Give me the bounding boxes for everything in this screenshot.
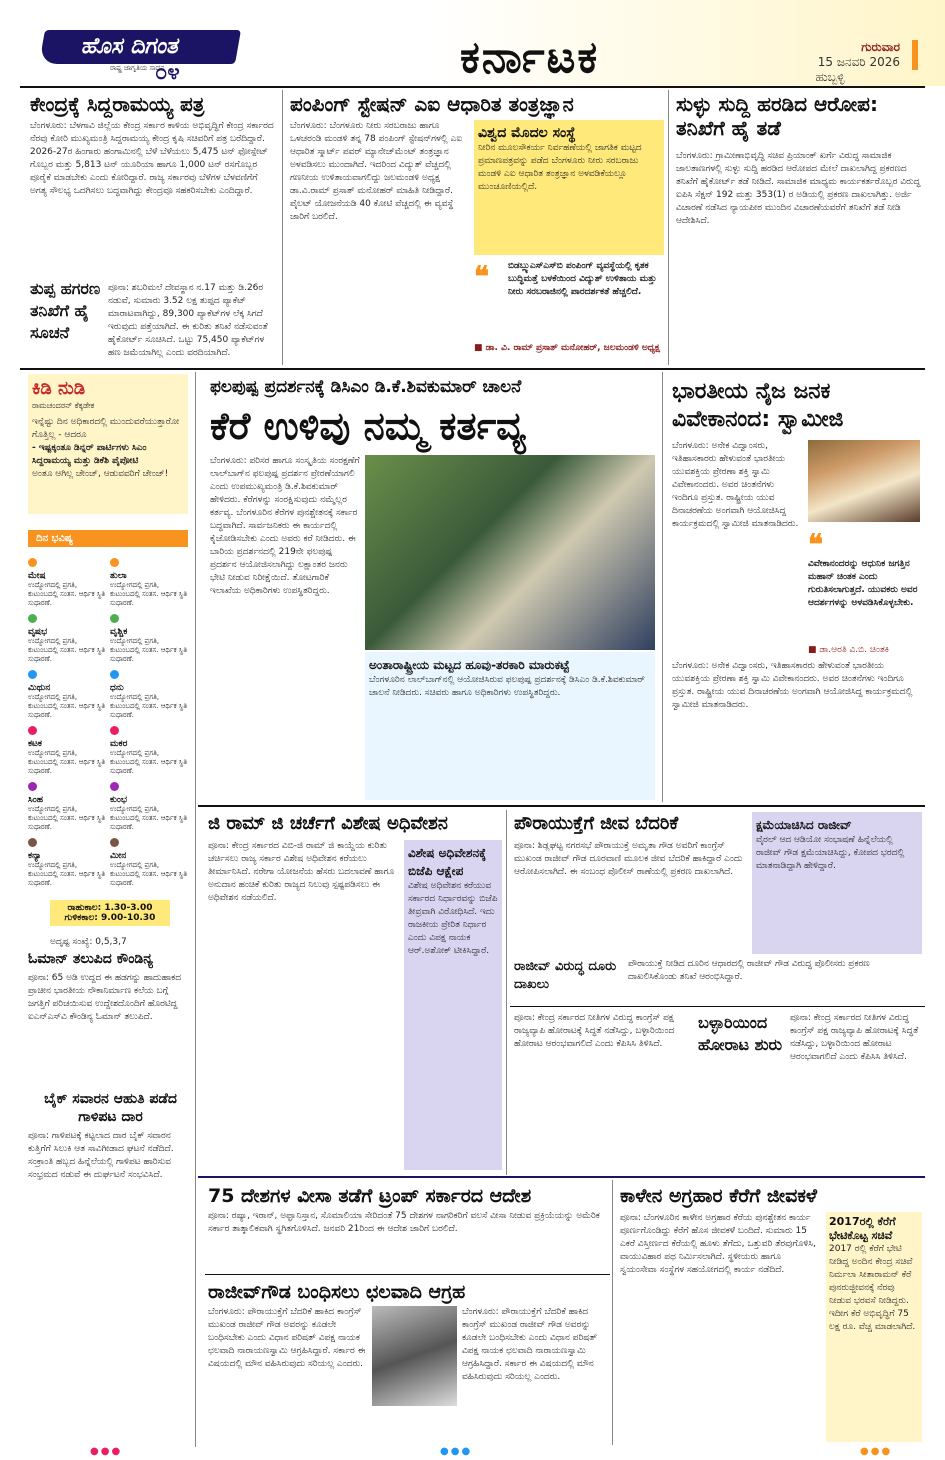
print-marks: ●●● — [440, 1446, 473, 1457]
headline-bike[interactable]: ಬೈಕ್ ಸವಾರನ ಆಹುತಿ ಪಡೆದ ಗಾಳಿಪಟ ದಾರ — [44, 1091, 177, 1125]
sign-name: ಕುಂಭ — [110, 795, 128, 805]
sign-name: ವೃಷಭ — [28, 627, 48, 637]
sign-icon — [28, 670, 37, 679]
box-title: ಕ್ಷಮೆಯಾಚಿಸಿದ ರಾಜೀವ್ — [756, 818, 852, 832]
sign-icon — [110, 838, 119, 847]
horoscope-sign — [110, 832, 188, 887]
body-rajiv-complaint: ಪೌರಾಯುಕ್ತೆ ನೀಡಿದ ದೂರಿನ ಆಧಾರದಲ್ಲಿ ರಾಜೀವ್ ಗೌಡ ವಿರುದ್ಧ ಪೊಲೀಸರು ಪ್ರಕರಣ ದಾಖಲಿಸಿಕೊಂಡು ತನಿಖೆ ಆರಂಭಿಸಿದ್ದಾರೆ. — [628, 959, 870, 982]
sign-name: ಮೇಷ — [28, 571, 46, 581]
sign-name: ಮೀನ — [110, 851, 127, 861]
body-rajivgowda-arrest-2: ಬೆಂಗಳೂರು: ಪೌರಾಯುಕ್ತೆಗೆ ಬೆದರಿಕೆ ಹಾಕಿದ ಕಾಂಗ್ರೆಸ್ ಮುಖಂಡ ರಾಜೀವ್ ಗೌಡ ಅವರನ್ನು ಕೂಡಲೇ ಬಂಧಿಸಬೇಕು ಎಂದು ವಿಧಾನ ಪರಿಷತ್ ವಿಪಕ್ಷ ನಾಯಕ ಛಲವಾದಿ ನಾರಾಯಣಸ್ವಾಮಿ ಆಗ್ರಹಿಸಿದ್ದಾರೆ. ಸರ್ಕಾರ ಈ ವಿಷಯದಲ್ಲಿ ಮೌನ ವಹಿಸಿರುವುದು ಸರಿಯಲ್ಲ ಎಂದರು. — [462, 1307, 598, 1382]
headline-kalena-lake[interactable]: ಕಾಳೇನ ಅಗ್ರಹಾರ ಕೆರೆಗೆ ಜೀವಕಳೆ — [620, 1185, 817, 1207]
horoscope-sign — [110, 608, 188, 663]
sign-text: ಉದ್ಯೋಗದಲ್ಲಿ ಪ್ರಗತಿ, ಕುಟುಂಬದಲ್ಲಿ ಸಂತಸ. ಆರ್ಥಿಕ ಸ್ಥಿತಿ ಸುಧಾರಣೆ. — [110, 861, 188, 887]
sign-icon — [28, 558, 37, 567]
sign-name: ಕಟಕ — [28, 739, 42, 749]
quote-author: ■ ಡಾ.ಆರತಿ ವಿ.ಬಿ. ಚಿಂತಕಿ — [808, 645, 889, 655]
print-marks: ●●● — [860, 1446, 893, 1457]
swamiji-photo[interactable] — [808, 440, 920, 522]
quote-box — [474, 260, 664, 365]
sign-name: ವೃಶ್ಚಿಕ — [110, 627, 128, 637]
gulika-kala: ಗುಳಿಕಕಾಲ: 9.00-10.30 — [64, 913, 156, 923]
quote-text: ವಿವೇಕಾನಂದರನ್ನು ಆಧುನಿಕ ಜಗತ್ತಿನ ಮಹಾನ್ ಚಿಂತಕ ಎಂದು ಗುರುತಿಸಲಾಗುತ್ತದೆ. ಯುವಕರು ಅವರ ಆದರ್ಶಗಳನ್ನು ಅಳವಡಿಸಿಕೊಳ್ಳಬೇಕು. — [808, 559, 918, 608]
headline-pumping-ai[interactable]: ಪಂಪಿಂಗ್ ಸ್ಟೇಷನ್ ಎಐ ಆಧಾರಿತ ತಂತ್ರಜ್ಞಾನ — [290, 92, 574, 116]
horoscope-sign — [28, 832, 106, 887]
caption-text: ಬೆಂಗಳೂರಿನ ಲಾಲ್‌ಬಾಗ್‌ನಲ್ಲಿ ಆಯೋಜಿಸಿರುವ ಫಲಪುಷ್ಪ ಪ್ರದರ್ಶನಕ್ಕೆ ಡಿಸಿಎಂ ಡಿ.ಕೆ.ಶಿವಕುಮಾರ್ ಚಾಲನೆ ನೀಡಿದರು. ಸಚಿವರು ಹಾಗೂ ಅಧಿಕಾರಿಗಳು ಉಪಸ್ಥಿತರಿದ್ದರು. — [369, 675, 645, 698]
body-pumping-ai: ಬೆಂಗಳೂರು: ಬೆಂಗಳೂರು ನೀರು ಸರಬರಾಜು ಹಾಗೂ ಒಳಚರಂಡಿ ಮಂಡಳಿ ತನ್ನ 78 ಪಂಪಿಂಗ್ ಸ್ಟೇಷನ್‌ಗಳಲ್ಲಿ ಎಐ ಆಧಾರಿತ ಸ್ಮಾರ್ಟ್ ಪವರ್ ಮ್ಯಾನೇಜ್‌ಮೆಂಟ್ ತಂತ್ರಜ್ಞಾನ ಅಳವಡಿಸಲು ಮುಂದಾಗಿದೆ. ಇದರಿಂದ ವಿದ್ಯುತ್ ವೆಚ್ಚದಲ್ಲಿ ಗಣನೀಯ ಉಳಿತಾಯವಾಗಲಿದ್ದು ಜಲಮಂಡಳಿ ಅಧ್ಯಕ್ಷ ಡಾ.ವಿ.ರಾಮ್ ಪ್ರಸಾತ್ ಮನೋಹರ್ ಮಾಹಿತಿ ನೀಡಿದ್ದಾರೆ. ಪೈಲಟ್ ಯೋಜನೆಯಡಿ 40 ಕೋಟಿ ವೆಚ್ಚದಲ್ಲಿ ಈ ವ್ಯವಸ್ಥೆ ಜಾರಿಗೆ ಬರಲಿದೆ. — [290, 121, 463, 222]
box-title: 2017ರಲ್ಲಿ ಕೆರೆಗೆ ಭೇಟಿಕೊಟ್ಟ ಸಚಿವೆ — [829, 1215, 896, 1242]
place: ಹುಬ್ಬಳ್ಳಿ — [815, 70, 845, 84]
body-ballari: ಪೂನಾ: ಕೇಂದ್ರ ಸರ್ಕಾರದ ನೀತಿಗಳ ವಿರುದ್ಧ ಕಾಂಗ್ರೆಸ್ ಪಕ್ಷ ರಾಜ್ಯವ್ಯಾಪಿ ಹೋರಾಟಕ್ಕೆ ಸಿದ್ಧತೆ ನಡೆಸಿದ್ದು, ಬಳ್ಳಾರಿಯಿಂದ ಹೋರಾಟ ಆರಂಭವಾಗಲಿದೆ ಎಂದು ಕೆಪಿಸಿಸಿ ತಿಳಿಸಿದೆ. — [514, 1013, 675, 1049]
body-fake-news: ಬೆಂಗಳೂರು: ಗ್ರಾಮೀಣಾಭಿವೃದ್ಧಿ ಸಚಿವ ಪ್ರಿಯಾಂಕ್ ಖರ್ಗೆ ವಿರುದ್ಧ ಸಾಮಾಜಿಕ ಜಾಲತಾಣಗಳಲ್ಲಿ ಸುಳ್ಳು ಸುದ್ದಿ ಹರಡಿದ ಆರೋಪದ ಮೇಲೆ ದಾಖಲಾಗಿದ್ದ ಪ್ರಕರಣದ ತನಿಖೆಗೆ ಹೈಕೋರ್ಟ್ ತಡೆ ನೀಡಿದೆ. ಸಾಮಾಜಿಕ ಮಾಧ್ಯಮ ಕಾರ್ಯಕರ್ತರೊಬ್ಬರ ವಿರುದ್ಧ ಐಪಿಸಿ ಸೆಕ್ಷನ್ 192 ಮತ್ತು 353(1) ರ ಅಡಿಯಲ್ಲಿ ಪ್ರಕರಣ ದಾಖಲಾಗಿತ್ತು. ಅರ್ಜಿ ವಿಚಾರಣೆ ನಡೆಸಿದ ನ್ಯಾಯಪೀಠ ಮುಂದಿನ ವಿಚಾರಣೆಯವರೆಗೆ ತನಿಖೆಗೆ ತಡೆ ನೀಡಿ ಆದೇಶಿಸಿದೆ. — [676, 151, 921, 226]
sign-icon — [110, 782, 119, 791]
color-bar — [912, 40, 918, 70]
horoscope-sign — [28, 608, 106, 663]
box-title: ವಿಶ್ವದ ಮೊದಲ ಸಂಸ್ಥೆ — [478, 125, 576, 141]
sign-icon — [110, 726, 119, 735]
flower-show-photo[interactable] — [365, 455, 655, 650]
rahu-kala: ರಾಹುಕಾಲ: 1.30-3.00 — [67, 903, 153, 913]
horoscope-sign — [110, 664, 188, 719]
sign-text: ಉದ್ಯೋಗದಲ್ಲಿ ಪ್ರಗತಿ, ಕುಟುಂಬದಲ್ಲಿ ಸಂತಸ. ಆರ್ಥಿಕ ಸ್ಥಿತಿ ಸುಧಾರಣೆ. — [28, 693, 106, 719]
divider — [612, 1180, 613, 1445]
sign-text: ಉದ್ಯೋಗದಲ್ಲಿ ಪ್ರಗತಿ, ಕುಟುಂಬದಲ್ಲಿ ಸಂತಸ. ಆರ್ಥಿಕ ಸ್ಥಿತಿ ಸುಧಾರಣೆ. — [110, 637, 188, 663]
box-title: ವಿಶೇಷ ಅಧಿವೇಶನಕ್ಕೆ ಬಿಜೆಪಿ ಆಕ್ಷೇಪ — [408, 846, 487, 878]
kidi-line: - ಇಷ್ಟಕ್ಕಂತೂ ಡಿನ್ನರ್ ಪಾರ್ಟಿಗಳು ಸಿಎಂ ಸಿದ್ದರಾಮಯ್ಯ ಮತ್ತು ಡಿಕೆಶಿ ಪೈಪೋಟಿ — [32, 443, 147, 466]
sign-text: ಉದ್ಯೋಗದಲ್ಲಿ ಪ್ರಗತಿ, ಕುಟುಂಬದಲ್ಲಿ ಸಂತಸ. ಆರ್ಥಿಕ ಸ್ಥಿತಿ ಸುಧಾರಣೆ. — [28, 749, 106, 775]
horoscope-sign — [28, 720, 106, 775]
headline-ballari[interactable]: ಬಳ್ಳಾರಿಯಿಂದ ಹೋರಾಟ ಶುರು — [698, 1013, 783, 1054]
times-box — [50, 900, 170, 926]
horoscope-sign — [28, 664, 106, 719]
sign-text: ಉದ್ಯೋಗದಲ್ಲಿ ಪ್ರಗತಿ, ಕುಟುಂಬದಲ್ಲಿ ಸಂತಸ. ಆರ್ಥಿಕ ಸ್ಥಿತಿ ಸುಧಾರಣೆ. — [110, 749, 188, 775]
box-body: ವಿಶೇಷ ಅಧಿವೇಶನ ಕರೆಯುವ ಸರ್ಕಾರದ ನಿರ್ಧಾರವನ್ನು ಬಿಜೆಪಿ ತೀವ್ರವಾಗಿ ವಿರೋಧಿಸಿದೆ. ಇದು ರಾಜಕೀಯ ಪ್ರೇರಿತ ನಿರ್ಧಾರ ಎಂದು ವಿಪಕ್ಷ ನಾಯಕ ಆರ್.ಅಶೋಕ್ ಟೀಕಿಸಿದ್ದಾರೆ. — [408, 881, 498, 956]
dateline — [760, 40, 900, 85]
kidi-line: ಅಂತೂ ಆಗಿಲ್ಲ ಚೇಂಜ್, ಆಡುವವರಿಗೆ ಚೇಂಜ್! — [32, 469, 169, 479]
lucky-number: ಅದೃಷ್ಟ ಸಂಖ್ಯೆ: 0,5,3,7 — [50, 937, 127, 947]
sign-icon — [28, 614, 37, 623]
headline-commissioner-threat[interactable]: ಪೌರಾಯುಕ್ತೆಗೆ ಜೀವ ಬೆದರಿಕೆ — [514, 813, 679, 834]
sign-text: ಉದ್ಯೋಗದಲ್ಲಿ ಪ್ರಗತಿ, ಕುಟುಂಬದಲ್ಲಿ ಸಂತಸ. ಆರ್ಥಿಕ ಸ್ಥಿತಿ ಸುಧಾರಣೆ. — [28, 805, 106, 831]
headline-oman[interactable]: ಓಮಾನ್ ತಲುಪಿದ ಕೌಂಡಿನ್ಯ — [28, 951, 153, 967]
sign-icon — [28, 782, 37, 791]
box-body: 2017 ರಲ್ಲಿ ಕೆರೆಗೆ ಭೇಟಿ ನೀಡಿದ್ದ ಅಂದಿನ ಕೇಂದ್ರ ಸಚಿವೆ ನಿರ್ಮಲಾ ಸೀತಾರಾಮನ್ ಕೆರೆ ಪುನರುಜ್ಜೀವನಕ್ಕೆ ನೆರವು ನೀಡುವ ಭರವಸೆ ನೀಡಿದ್ದರು. ಇದೀಗ ಕೆರೆ ಅಭಿವೃದ್ಧಿಗೆ 75 ಲಕ್ಷ ರೂ. ವೆಚ್ಚ ಮಾಡಲಾಗಿದೆ. — [829, 1244, 916, 1332]
sign-text: ಉದ್ಯೋಗದಲ್ಲಿ ಪ್ರಗತಿ, ಕುಟುಂಬದಲ್ಲಿ ಸಂತಸ. ಆರ್ಥಿಕ ಸ್ಥಿತಿ ಸುಧಾರಣೆ. — [28, 581, 106, 607]
sign-name: ಮಕರ — [110, 739, 128, 749]
section-rule — [205, 1274, 610, 1275]
headline-cm-letter[interactable]: ಕೇಂದ್ರಕ್ಕೆ ಸಿದ್ದರಾಮಯ್ಯ ಪತ್ರ — [30, 92, 205, 116]
quote-text: ಬಿಡಬ್ಲ್ಯುಎಸ್‌ಎಸ್‌ಬಿ ಪಂಪಿಂಗ್ ವ್ಯವಸ್ಥೆಯಲ್ಲಿ ಕೃತಕ ಬುದ್ಧಿಮತ್ತೆ ಬಳಕೆಯಿಂದ ವಿದ್ಯುತ್ ಉಳಿತಾಯ ಮತ್ತು ನೀರು ಸರಬರಾಜಿನಲ್ಲಿ ಪಾರದರ್ಶಕತೆ ಹೆಚ್ಚಲಿದೆ. — [508, 261, 657, 297]
caption-box — [365, 652, 655, 800]
section-title: ಕರ್ನಾಟಕ — [460, 32, 600, 83]
body-visa-ban: ಪೂನಾ: ರಷ್ಯಾ, ಇರಾನ್, ಅಫ್ಘಾನಿಸ್ತಾನ, ಸೊಮಾಲಿಯಾ ಸೇರಿದಂತೆ 75 ದೇಶಗಳ ನಾಗರಿಕರಿಗೆ ವಲಸೆ ವೀಸಾ ನೀಡುವ ಪ್ರಕ್ರಿಯೆಯನ್ನು ಅಮೆರಿಕ ಸರ್ಕಾರ ತಾತ್ಕಾಲಿಕವಾಗಿ ಸ್ಥಗಿತಗೊಳಿಸಿದೆ. ಜನವರಿ 21ರಿಂದ ಈ ಆದೇಶ ಜಾರಿಗೆ ಬರಲಿದೆ. — [208, 1211, 600, 1234]
chalavadi-photo[interactable] — [372, 1306, 457, 1406]
body-vivekananda-2: ಬೆಂಗಳೂರು: ಅನೇಕ ವಿದ್ವಾಂಸರು, ಇತಿಹಾಸಕಾರರು ಹೇಳುವಂತೆ ಭಾರತೀಯ ಯುವಶಕ್ತಿಯ ಪ್ರೇರಣಾ ಶಕ್ತಿ ಸ್ವಾಮಿ ವಿವೇಕಾನಂದರು. ಅವರ ಚಿಂತನೆಗಳು ಇಂದಿಗೂ ಪ್ರಸ್ತುತ. ರಾಷ್ಟ್ರೀಯ ಯುವ ದಿನಾಚರಣೆಯ ಅಂಗವಾಗಿ ಆಯೋಜಿಸಿದ್ದ ಕಾರ್ಯಕ್ರಮದಲ್ಲಿ ಸ್ವಾಮೀಜಿ ಮಾತನಾಡಿದರು. — [672, 661, 913, 710]
body-ballari-2: ಪೂನಾ: ಕೇಂದ್ರ ಸರ್ಕಾರದ ನೀತಿಗಳ ವಿರುದ್ಧ ಕಾಂಗ್ರೆಸ್ ಪಕ್ಷ ರಾಜ್ಯವ್ಯಾಪಿ ಹೋರಾಟಕ್ಕೆ ಸಿದ್ಧತೆ ನಡೆಸಿದ್ದು, ಬಳ್ಳಾರಿಯಿಂದ ಹೋರಾಟ ಆರಂಭವಾಗಲಿದೆ ಎಂದು ಕೆಪಿಸಿಸಿ ತಿಳಿಸಿದೆ. — [790, 1013, 919, 1062]
headline-vivekananda[interactable]: ಭಾರತೀಯ ನೈಜ ಜನಕ ವಿವೇಕಾನಂದ: ಸ್ವಾಮೀಜಿ — [672, 379, 844, 432]
divider — [195, 372, 196, 1447]
print-marks: ●●● — [90, 1446, 123, 1457]
body-kalena-lake: ಪೂನಾ: ಬೆಂಗಳೂರಿನ ಕಾಳೇನ ಅಗ್ರಹಾರ ಕೆರೆಯ ಪುನಶ್ಚೇತನ ಕಾರ್ಯ ಪೂರ್ಣಗೊಂಡಿದ್ದು ಕೆರೆಗೆ ಹೊಸ ಜೀವಕಳೆ ಬಂದಿದೆ. ಸುಮಾರು 15 ಎಕರೆ ವಿಸ್ತೀರ್ಣದ ಕೆರೆಯಲ್ಲಿ ಹೂಳು ತೆಗೆದು, ಒತ್ತುವರಿ ತೆರವುಗೊಳಿಸಿ, ವಾಯುವಿಹಾರ ಪಥ ನಿರ್ಮಿಸಲಾಗಿದೆ. ಸ್ಥಳೀಯರು ಹಾಗೂ ಸ್ವಯಂಸೇವಾ ಸಂಸ್ಥೆಗಳ ಸಹಯೋಗದಲ್ಲಿ ಕಾರ್ಯ ನಡೆದಿದೆ. — [620, 1213, 816, 1275]
body-vivekananda: ಬೆಂಗಳೂರು: ಅನೇಕ ವಿದ್ವಾಂಸರು, ಇತಿಹಾಸಕಾರರು ಹೇಳುವಂತೆ ಭಾರತೀಯ ಯುವಶಕ್ತಿಯ ಪ್ರೇರಣಾ ಶಕ್ತಿ ಸ್ವಾಮಿ ವಿವೇಕಾನಂದರು. ಅವರ ಚಿಂತನೆಗಳು ಇಂದಿಗೂ ಪ್ರಸ್ತುತ. ರಾಷ್ಟ್ರೀಯ ಯುವ ದಿನಾಚರಣೆಯ ಅಂಗವಾಗಿ ಆಯೋಜಿಸಿದ್ದ ಕಾರ್ಯಕ್ರಮದಲ್ಲಿ ಸ್ವಾಮೀಜಿ ಮಾತನಾಡಿದರು. — [672, 441, 799, 529]
tagline: ರಾಷ್ಟ್ರ ಜಾಗೃತಿಯ ಸಾಧನ — [110, 64, 165, 72]
sign-text: ಉದ್ಯೋಗದಲ್ಲಿ ಪ್ರಗತಿ, ಕುಟುಂಬದಲ್ಲಿ ಸಂತಸ. ಆರ್ಥಿಕ ಸ್ಥಿತಿ ಸುಧಾರಣೆ. — [110, 693, 188, 719]
masthead-rule — [20, 86, 925, 88]
day: ಗುರುವಾರ — [861, 40, 900, 54]
box-body: ನೀರಿನ ಮೂಲಸೌಕರ್ಯ ನಿರ್ವಹಣೆಯಲ್ಲಿ ಜಾಗತಿಕ ಮಟ್ಟದ ಪ್ರಮಾಣಪತ್ರವನ್ನು ಪಡೆದ ಬೆಂಗಳೂರು ನೀರು ಸರಬರಾಜು ಮಂಡಳಿ ಎಐ ಆಧಾರಿತ ತಂತ್ರಜ್ಞಾನ ಅಳವಡಿಕೆಯಲ್ಲೂ ಮುಂಚೂಣಿಯಲ್ಲಿದೆ. — [478, 143, 642, 192]
sign-icon — [110, 670, 119, 679]
quote-icon: ❝ — [808, 528, 824, 561]
sign-icon — [110, 558, 119, 567]
body-oman: ಪೂನಾ: 65 ಅಡಿ ಉದ್ದದ ಈ ಹಡಗನ್ನು ಹಾದುಹಾಕದ ಪ್ರಾಚೀನ ಭಾರತೀಯ ನೌಕಾನಿರ್ಮಾಣ ಕಲೆಯ ಬಗ್ಗೆ ಜಗತ್ತಿಗೆ ಪರಿಚಯಿಸುವ ಉದ್ದೇಶದೊಂದಿಗೆ ಹೊರಟಿದ್ದ ಐಎನ್‌ಎಸ್‌ವಿ ಕೌಂಡಿನ್ಯ ಓಮಾನ್ ತಲುಪಿದೆ. — [28, 973, 182, 1022]
newspaper-logo[interactable]: ಹೊಸ ದಿಗಂತ — [39, 30, 241, 64]
headline-rajiv-complaint[interactable]: ರಾಜೀವ್ ವಿರುದ್ಧ ದೂರು ದಾಖಲು — [514, 959, 617, 992]
lead-body: ಬೆಂಗಳೂರು: ಪರಿಸರ ಹಾಗೂ ಸಂಸ್ಕೃತಿಯ ಸಂರಕ್ಷಣೆಗೆ ಲಾಲ್‌ಬಾಗ್‌ನ ಫಲಪುಷ್ಪ ಪ್ರದರ್ಶನ ಪ್ರೇರಣೆಯಾಗಲಿ ಎಂದು ಉಪಮುಖ್ಯಮಂತ್ರಿ ಡಿ.ಕೆ.ಶಿವಕುಮಾರ್ ಹೇಳಿದರು. ಕೆರೆಗಳನ್ನು ಸಂರಕ್ಷಿಸುವುದು ನಮ್ಮೆಲ್ಲರ ಕರ್ತವ್ಯ. ಬೆಂಗಳೂರಿನ ಕೆರೆಗಳ ಪುನಶ್ಚೇತನಕ್ಕೆ ಸರ್ಕಾರ ಬದ್ಧವಾಗಿದೆ. ಸಾರ್ವಜನಿಕರು ಈ ಕಾರ್ಯದಲ್ಲಿ ಕೈಜೋಡಿಸಬೇಕು ಎಂದು ಅವರು ಕರೆ ನೀಡಿದರು. ಈ ಬಾರಿಯ ಪ್ರದರ್ಶನದಲ್ಲಿ 219ನೇ ಫಲಪುಷ್ಪ ಪ್ರದರ್ಶನ ಆಯೋಜಿಸಲಾಗಿದ್ದು ಲಕ್ಷಾಂತರ ಜನರು ಭೇಟಿ ನೀಡುವ ನಿರೀಕ್ಷೆಯಿದೆ. ತೋಟಗಾರಿಕೆ ಇಲಾಖೆಯ ಅಧಿಕಾರಿಗಳು ಉಪಸ್ಥಿತರಿದ್ದರು. — [210, 456, 360, 596]
body-rajivgowda-arrest: ಬೆಂಗಳೂರು: ಪೌರಾಯುಕ್ತೆಗೆ ಬೆದರಿಕೆ ಹಾಕಿದ ಕಾಂಗ್ರೆಸ್ ಮುಖಂಡ ರಾಜೀವ್ ಗೌಡ ಅವರನ್ನು ಕೂಡಲೇ ಬಂಧಿಸಬೇಕು ಎಂದು ವಿಧಾನ ಪರಿಷತ್ ವಿಪಕ್ಷ ನಾಯಕ ಛಲವಾದಿ ನಾರಾಯಣಸ್ವಾಮಿ ಆಗ್ರಹಿಸಿದ್ದಾರೆ. ಸರ್ಕಾರ ಈ ವಿಷಯದಲ್ಲಿ ಮೌನ ವಹಿಸಿರುವುದು ಸರಿಯಲ್ಲ ಎಂದರು. — [208, 1307, 366, 1369]
date: 15 ಜನವರಿ 2026 — [817, 55, 900, 69]
horoscope-sign — [28, 552, 106, 607]
box-minister-visit — [826, 1212, 922, 1442]
body-cm-letter: ಬೆಂಗಳೂರು: ಬೆಳಗಾವಿ ಜಿಲ್ಲೆಯ ಕೇಂದ್ರ ಸರ್ಕಾರ ಕಾಳಿಯ ಅಭಿವೃದ್ಧಿಗೆ ಕೇಂದ್ರ ಸರ್ಕಾರದ ನೆರವು ಕೋರಿ ಮುಖ್ಯಮಂತ್ರಿ ಸಿದ್ದರಾಮಯ್ಯ ಕೇಂದ್ರ ಕೃಷಿ ಸಚಿವರಿಗೆ ಪತ್ರ ಬರೆದಿದ್ದಾರೆ. 2026-27ರ ಹಿಂಗಾರು ಹಂಗಾಮಿನಲ್ಲಿ ಬೆಳೆ ಬೆಳೆಯಲು 5,475 ಟನ್ ಫೋಸ್ಪೇಟ್ ಗೊಬ್ಬರ ಮತ್ತು 5,813 ಟನ್ ಯೂರಿಯಾ ಹಾಗೂ 1,000 ಟನ್ ರಸಗೊಬ್ಬರ ಪೂರೈಕೆ ಮಾಡಬೇಕು ಎಂದು ಕೋರಿದ್ದಾರೆ. ರಾಜ್ಯ ಸರ್ಕಾರವು ಬೆಳೆಗಳ ಬೆಳವಣಿಗೆಗೆ ಅಗತ್ಯ ಸೌಲಭ್ಯ ಒದಗಿಸಲು ಬದ್ಧವಾಗಿದ್ದು ಕೇಂದ್ರವೂ ಸಹಕರಿಸಬೇಕು ಎಂದಿದ್ದಾರೆ. — [30, 121, 274, 196]
sign-name: ಸಿಂಹ — [28, 795, 44, 805]
quote-box-vivek — [808, 528, 920, 658]
quote-author: ■ ಡಾ. ವಿ. ರಾಮ್ ಪ್ರಸಾತ್ ಮನೋಹರ್, ಜಲಮಂಡಳಿ ಅಧ್ಯಕ್ಷ — [474, 343, 660, 353]
sign-name: ಧನು — [110, 683, 124, 693]
kidi-title: ಕಿಡಿ ನುಡಿ — [32, 378, 86, 399]
sign-icon — [110, 614, 119, 623]
divider — [668, 90, 669, 365]
sign-name: ತುಲಾ — [110, 571, 127, 581]
section-rule — [198, 1176, 925, 1178]
horoscope-sign — [28, 776, 106, 831]
horoscope-grid — [28, 552, 188, 897]
box-body: ವೈರಲ್ ಆದ ಆಡಿಯೋ ಸಂಭಾಷಣೆ ಹಿನ್ನೆಲೆಯಲ್ಲಿ ರಾಜೀವ್ ಗೌಡ ಕ್ಷಮೆಯಾಚಿಸಿದ್ದು, ಕೋಪದ ಭರದಲ್ಲಿ ಮಾತನಾಡಿದ್ದಾಗಿ ಹೇಳಿದ್ದಾರೆ. — [756, 835, 905, 871]
body-commissioner-threat: ಪೂನಾ: ಶಿಡ್ಲಘಟ್ಟ ನಗರಸಭೆ ಪೌರಾಯುಕ್ತೆ ಅಮೃತಾ ಗೌಡ ಅವರಿಗೆ ಕಾಂಗ್ರೆಸ್ ಮುಖಂಡ ರಾಜೀವ್ ಗೌಡ ದೂರವಾಣಿ ಮೂಲಕ ಜೀವ ಬೆದರಿಕೆ ಹಾಕಿದ್ದಾರೆ ಎಂದು ಆರೋಪಿಸಲಾಗಿದೆ. ಈ ಸಂಬಂಧ ಪೊಲೀಸ್ ಠಾಣೆಯಲ್ಲಿ ಪ್ರಕರಣ ದಾಖಲಾಗಿದೆ. — [514, 841, 743, 877]
sign-text: ಉದ್ಯೋಗದಲ್ಲಿ ಪ್ರಗತಿ, ಕುಟುಂಬದಲ್ಲಿ ಸಂತಸ. ಆರ್ಥಿಕ ಸ್ಥಿತಿ ಸುಧಾರಣೆ. — [110, 581, 188, 607]
page-number: ೦೪ — [155, 60, 180, 85]
divider — [506, 810, 507, 1175]
lead-kicker: ಫಲಪುಷ್ಪ ಪ್ರದರ್ಶನಕ್ಕೆ ಡಿಸಿಎಂ ಡಿ.ಕೆ.ಶಿವಕುಮಾರ್ ಚಾಲನೆ — [210, 377, 522, 397]
body-ghee-scam: ಪೂನಾ: ಶಬರಿಮಲೆ ದೇವಸ್ಥಾನ ನ.17 ಮತ್ತು ಡಿ.26ರ ನಡುವೆ, ಸುಮಾರು 3.52 ಲಕ್ಷ ತುಪ್ಪದ ಪ್ಯಾಕೆಟ್ ಮಾರಾಟವಾಗಿದ್ದು, 89,300 ಪ್ಯಾಕೆಟ್‌ಗಳ ಲೆಕ್ಕ ಸಿಗದೆ ಇರುವುದು ಪತ್ತೆಯಾಗಿದೆ. ಈ ಕುರಿತು ತನಿಖೆ ನಡೆಸುವಂತೆ ಹೈಕೋರ್ಟ್ ಸೂಚಿಸಿದೆ. ಒಟ್ಟು 75,450 ಪ್ಯಾಕೆಟ್‌ಗಳ ಹಣ ಜಮೆಯಾಗಿಲ್ಲ ಎಂದು ವರದಿಯಾಗಿದೆ. — [108, 283, 268, 358]
quote-icon: ❝ — [474, 260, 490, 293]
divider — [282, 90, 283, 365]
sign-text: ಉದ್ಯೋಗದಲ್ಲಿ ಪ್ರಗತಿ, ಕುಟುಂಬದಲ್ಲಿ ಸಂತಸ. ಆರ್ಥಿಕ ಸ್ಥಿತಿ ಸುಧಾರಣೆ. — [28, 637, 106, 663]
caption-title: ಅಂತಾರಾಷ್ಟ್ರೀಯ ಮಟ್ಟದ ಹೂವು-ತರಕಾರಿ ಮಾರುಕಟ್ಟೆ — [369, 658, 570, 672]
box-bjp-objection — [404, 840, 502, 1170]
horoscope-sign — [110, 552, 188, 607]
horoscope-sign — [110, 776, 188, 831]
sign-text: ಉದ್ಯೋಗದಲ್ಲಿ ಪ್ರಗತಿ, ಕುಟುಂಬದಲ್ಲಿ ಸಂತಸ. ಆರ್ಥಿಕ ಸ್ಥಿತಿ ಸುಧಾರಣೆ. — [110, 805, 188, 831]
headline-visa-ban[interactable]: 75 ದೇಶಗಳ ವೀಸಾ ತಡೆಗೆ ಟ್ರಂಪ್ ಸರ್ಕಾರದ ಆದೇಶ — [208, 1185, 532, 1207]
section-rule — [198, 805, 925, 807]
headline-fake-news[interactable]: ಸುಳ್ಳು ಸುದ್ದಿ ಹರಡಿದ ಆರೋಪ: ತನಿಖೆಗೆ ಹೈ ತಡೆ — [676, 92, 878, 140]
box-rajiv-apology — [752, 812, 922, 954]
body-g-ram-g: ಪೂನಾ: ಕೇಂದ್ರ ಸರ್ಕಾರದ ವಿಬಿ-ಜಿ ರಾಮ್ ಜಿ ಕಾಯ್ದೆಯ ಕುರಿತು ಚರ್ಚಿಸಲು ರಾಜ್ಯ ಸರ್ಕಾರ ವಿಶೇಷ ಅಧಿವೇಶನ ಕರೆಯಲು ತೀರ್ಮಾನಿಸಿದೆ. ನರೇಗಾ ಯೋಜನೆಯ ಹೆಸರು ಬದಲಾವಣೆ ಹಾಗೂ ಅನುದಾನ ಹಂಚಿಕೆ ಕುರಿತು ರಾಜ್ಯದ ನಿಲುವು ಸ್ಪಷ್ಟಪಡಿಸಲು ಈ ಅಧಿವೇಶನ ನಡೆಯಲಿದೆ. — [208, 841, 395, 903]
headline-g-ram-g[interactable]: ಜಿ ರಾಮ್ ಜಿ ಚರ್ಚೆಗೆ ವಿಶೇಷ ಅಧಿವೇಶನ — [208, 813, 448, 834]
sign-icon — [28, 726, 37, 735]
sign-text: ಉದ್ಯೋಗದಲ್ಲಿ ಪ್ರಗತಿ, ಕುಟುಂಬದಲ್ಲಿ ಸಂತಸ. ಆರ್ಥಿಕ ಸ್ಥಿತಿ ಸುಧಾರಣೆ. — [28, 861, 106, 887]
sign-icon — [28, 838, 37, 847]
section-rule — [510, 1006, 925, 1007]
kidi-author: ರಾಮಚಂದರನ್ ಕೆಕ್ಕಡೇಕ — [32, 401, 95, 410]
headline-ghee-scam[interactable]: ತುಪ್ಪ ಹಗರಣ ತನಿಖೆಗೆ ಹೈ ಸೂಚನೆ — [30, 279, 101, 342]
horoscope-sign — [110, 720, 188, 775]
section-rule — [20, 368, 925, 370]
divider — [662, 372, 663, 802]
lead-headline[interactable]: ಕೆರೆ ಉಳಿವು ನಮ್ಮ ಕರ್ತವ್ಯ — [210, 404, 526, 448]
kidi-line: ಇನ್ನೆಷ್ಟು ದಿನ ಅಧಿಕಾರದಲ್ಲಿ ಮುಂದುವರೆಯುತ್ತಾರೋ ಗೊತ್ತಿಲ್ಲ - ಆದರೂ — [32, 417, 180, 440]
box-world-first — [474, 120, 664, 255]
headline-rajivgowda-arrest[interactable]: ರಾಜೀವ್‌ಗೌಡ ಬಂಧಿಸಲು ಛಲವಾದಿ ಆಗ್ರಹ — [208, 1281, 466, 1303]
horoscope-title: ದಿನ ಭವಿಷ್ಯ — [28, 530, 188, 547]
kidi-nudi-box — [28, 374, 188, 514]
body-bike: ಪೂನಾ: ಗಾಳಿಪಟಕ್ಕೆ ಕಟ್ಟಲಾದ ದಾರ ಬೈಕ್ ಸವಾರನ ಕುತ್ತಿಗೆಗೆ ಸಿಲುಕಿ ಆತ ಸಾವಿಗೀಡಾದ ಘಟನೆ ನಡೆದಿದೆ. ಸಂಕ್ರಾಂತಿ ಹಬ್ಬದ ಹಿನ್ನೆಲೆಯಲ್ಲಿ ಗಾಳಿಪಟ ಹಾರಿಸುವ ಸಂಭ್ರಮದ ನಡುವೆ ಈ ದುರ್ಘಟನೆ ಸಂಭವಿಸಿದೆ. — [28, 1131, 174, 1180]
sign-name: ಮಿಥುನ — [28, 683, 51, 693]
sign-name: ಕನ್ಯಾ — [28, 851, 42, 861]
